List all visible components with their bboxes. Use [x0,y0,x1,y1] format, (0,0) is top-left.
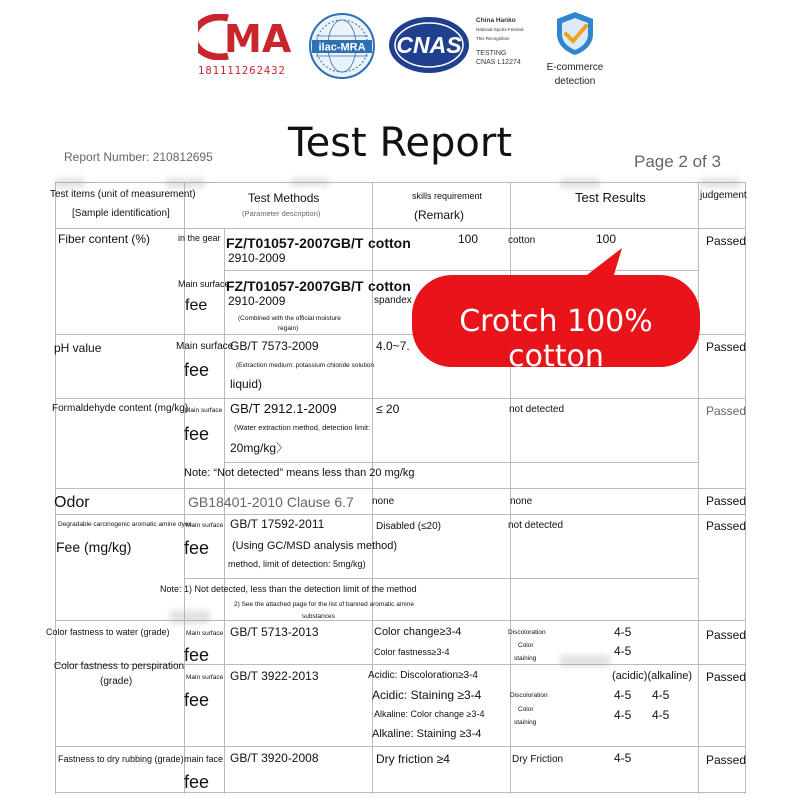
result-label: Dry Friction [512,754,564,765]
result-name: spandex [374,295,412,306]
result-value: 4-5 [652,708,670,722]
cnas-line-1: China Hanko [476,17,516,24]
result-value: none [510,496,533,507]
position-label: fee [184,772,210,792]
footnote: Note: 1) Not detected, less than the detection limit of the method [160,584,417,594]
method-text: GB/T [330,278,364,294]
cnas-line-5: CNAS L12274 [476,59,521,66]
shield-check-icon [553,10,597,56]
item-ph: pH value [54,341,102,355]
method-text: 2910-2009 [228,251,286,265]
callout-text: Crotch 100% cotton [459,304,653,374]
table-rule [745,182,746,794]
position-label: main face [184,754,224,764]
method-note: (Water extraction method, detection limit: [234,423,371,432]
position-label: fee [185,297,208,314]
position-label: fee [184,690,210,710]
ilac-text: ilac-MRA [318,41,366,54]
col-header-results: Test Results [575,190,646,205]
requirement-value: Acidic: Discoloration≥3-4 [368,670,478,681]
position-label: fee [184,424,210,444]
col-header-requirement-sub: (Remark) [414,208,464,222]
item-formaldehyde: Formaldehyde content (mg/kg) [52,403,189,414]
result-value: 4-5 [614,625,632,639]
judgement-passed: Passed [706,494,747,508]
footnote: substances [302,613,335,620]
result-value: 4-5 [614,688,632,702]
table-rule [55,398,745,399]
table-rule [55,488,745,489]
footnote: Note: “Not detected” means less than 20 mg/kg [184,467,415,479]
result-value: not detected [509,404,565,415]
position-label: in the gear [178,233,221,243]
result-name: cotton [508,235,536,246]
method-note: (Combined with the official moisture [238,315,341,322]
position-label: fee [184,645,210,665]
method-text: FZ/T01057-2007 [226,235,331,251]
item-perspiration-grade: (grade) [100,676,133,687]
requirement-name: cotton [368,278,411,294]
result-header: (acidic)(alkaline) [612,670,693,682]
cnas-line-4: TESTING [476,50,507,57]
table-rule [184,578,698,579]
requirement-value: Disabled (≤20) [376,521,441,532]
method-note: (Using GC/MSD analysis method) [232,540,398,552]
requirement-value: Alkaline: Color change ≥3-4 [374,709,485,719]
method-text: GB/T 17592-2011 [230,517,325,531]
item-amine-label: Degradable carcinogenic aromatic amine dyes [58,521,192,528]
position-label: fee [184,538,210,558]
method-note: regain) [278,325,299,332]
method-text: GB/T 3920-2008 [230,751,319,765]
result-label: Color [518,642,534,649]
result-value: 4-5 [614,708,632,722]
cnas-emblem-icon [388,16,470,74]
position-label: Main surface [186,674,224,681]
ecommerce-detection-logo [540,10,610,86]
method-note: 20mg/kg〉 [230,441,289,455]
footnote: 2) See the attached page for the list of banned aromatic amine [234,601,414,608]
table-rule [55,620,745,621]
requirement-value: 4.0~7. [376,339,410,353]
result-value: 4-5 [614,644,632,658]
table-rule [510,182,511,794]
col-header-items: Test items (unit of measurement) [50,189,196,200]
item-perspiration-fastness: Color fastness to perspiration [54,661,185,672]
table-rule [224,228,225,794]
result-label: staining [514,655,537,662]
ecommerce-line1: E-commerce [546,62,604,73]
method-text: GB/T 7573-2009 [230,339,319,353]
method-text: FZ/T01057-2007 [226,278,331,294]
method-text: 2910-2009 [228,294,286,308]
cnas-line-3: This Recognition [476,36,510,41]
requirement-name: cotton [368,235,411,251]
judgement-passed: Passed [706,340,747,354]
position-label: Main surface [186,630,224,637]
col-header-requirement: skills requirement [412,191,483,201]
result-label: Color [518,706,534,713]
result-value: 100 [596,232,617,246]
requirement-value: Color change≥3-4 [374,626,462,638]
cma-letters: MA [224,17,292,60]
table-rule [224,462,698,463]
method-note: (Extraction medium: potassium chloride solution [236,362,375,369]
cma-number: 181111262432 [198,65,286,77]
requirement-value: 100 [458,232,479,246]
requirement-value: none [372,496,395,507]
judgement-passed: Passed [706,519,747,533]
judgement-passed: Passed [706,670,747,684]
cnas-text: CNAS [396,32,462,58]
cnas-logo [388,16,470,74]
col-header-judgement: judgement [700,190,747,201]
item-water-fastness: Color fastness to water (grade) [46,627,170,637]
result-label: Discoloration [510,692,548,699]
item-amine: Fee (mg/kg) [56,539,132,555]
table-rule [55,182,56,794]
result-value: not detected [508,520,564,531]
cnas-line-2: National Sports Festival [476,27,524,32]
method-note: method, limit of detection: 5mg/kg) [228,559,366,569]
judgement-passed: Passed [706,234,747,248]
item-odor: Odor [54,494,90,511]
method-text: GB/T 2912.1-2009 [230,401,337,416]
ilac-globe-icon [306,12,378,80]
method-text: GB/T 5713-2013 [230,625,319,639]
col-header-methods-sub: (Parameter description) [242,209,321,218]
page-title: Test Report [287,120,513,166]
table-rule [55,514,745,515]
ecommerce-line2: detection [554,76,596,87]
cma-emblem-icon [198,14,298,60]
table-rule [55,746,745,747]
position-label: Main surface [185,407,223,414]
item-fiber: Fiber content (%) [58,232,151,246]
table-rule [55,792,745,793]
method-note: liquid) [230,377,263,391]
judgement-passed: Passed [706,628,747,642]
method-text: GB/T 3922-2013 [230,669,319,683]
position-label: Main surface [186,522,224,529]
result-label: staining [514,719,537,726]
ilac-mra-logo [306,12,378,80]
result-value: 4-5 [614,751,632,765]
table-rule [55,228,745,229]
table-rule [698,182,699,794]
judgement-passed: Passed [706,404,747,418]
requirement-value: Dry friction ≥4 [376,752,450,766]
result-label: Discoloration [508,629,546,636]
requirement-value: Alkaline: Staining ≥3-4 [372,728,482,740]
position-label: Main surface [176,341,234,352]
col-header-items-sub: [Sample identification] [72,208,170,219]
result-value: 4-5 [652,688,670,702]
method-text: GB18401-2010 Clause 6.7 [188,494,354,510]
position-label: fee [184,360,210,380]
page-indicator: Page 2 of 3 [634,152,721,171]
requirement-value: Acidic: Staining ≥3-4 [372,688,482,702]
position-label: Main surface [178,279,230,289]
requirement-value: Color fastness≥3-4 [374,647,450,657]
item-dry-rubbing: Fastness to dry rubbing (grade) [58,754,184,764]
table-rule [55,182,745,183]
cma-logo [198,14,298,76]
report-number: Report Number: 210812695 [64,150,213,164]
col-header-methods: Test Methods [248,191,320,205]
requirement-value: ≤ 20 [376,402,400,416]
method-text: GB/T [330,235,364,251]
judgement-passed: Passed [706,753,747,767]
cnas-side-text [476,16,536,67]
